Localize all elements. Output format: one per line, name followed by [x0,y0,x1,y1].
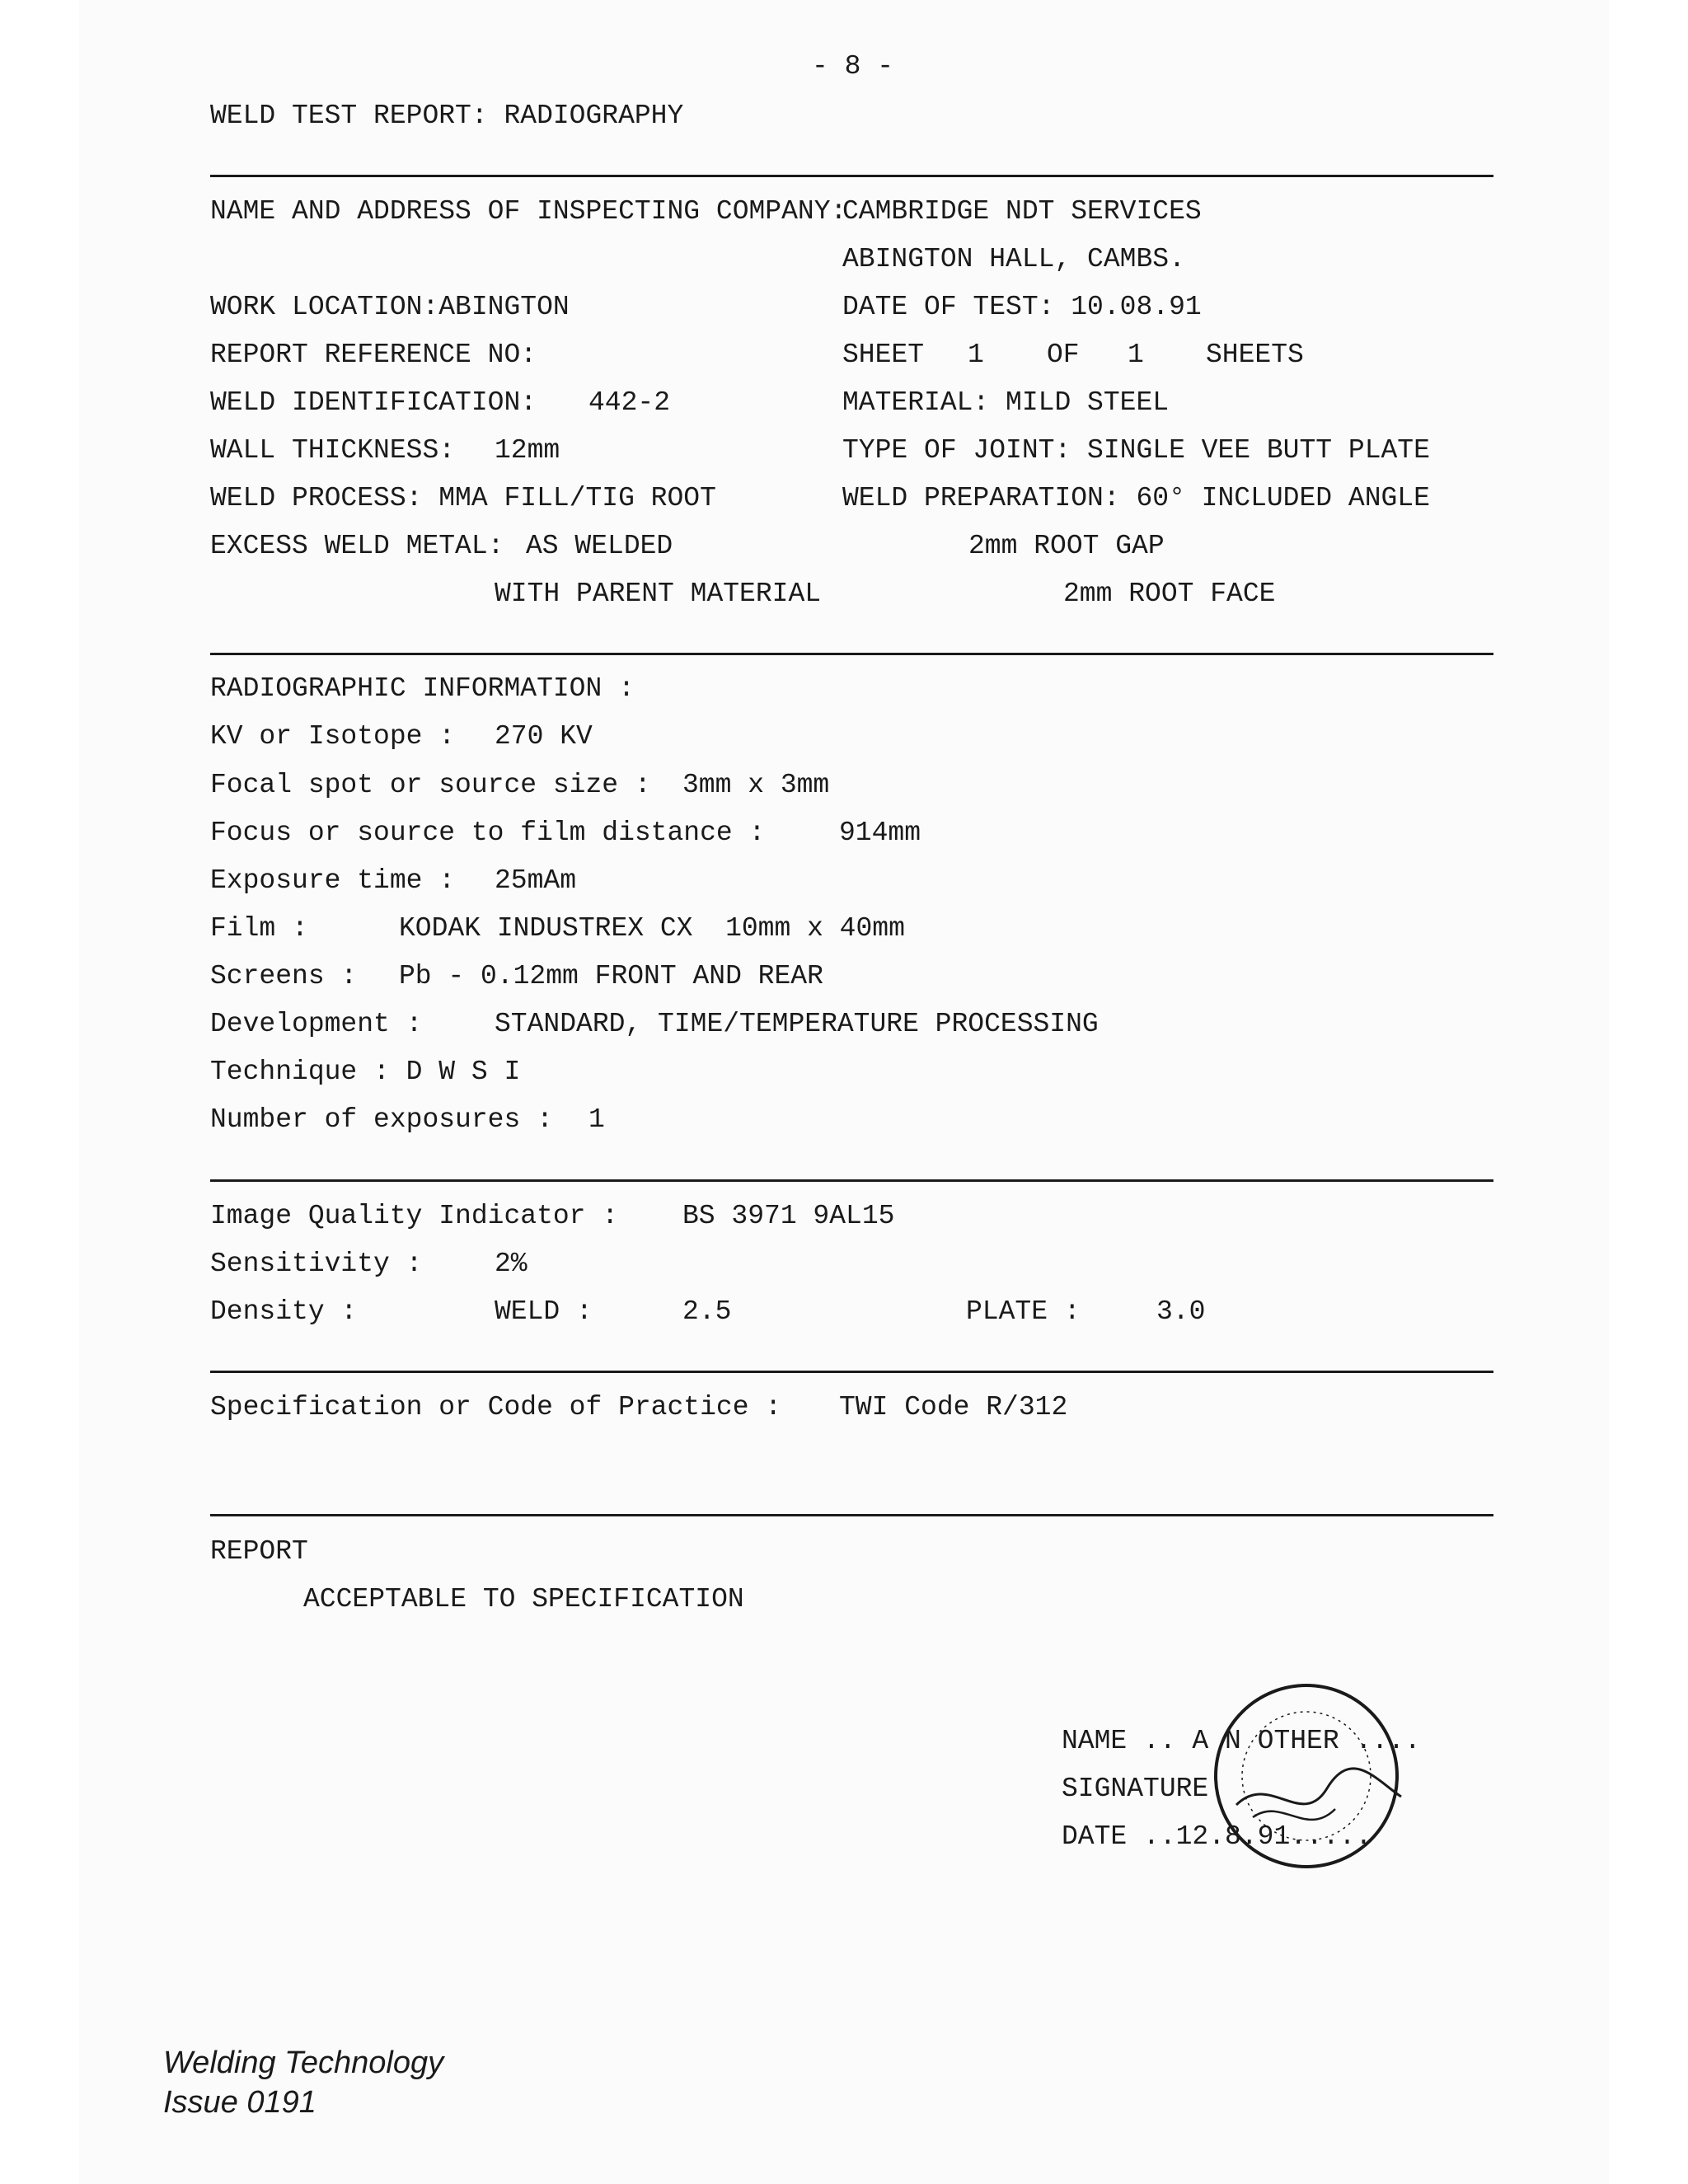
weld-density-value: 2.5 [682,1296,732,1327]
weld-density-label: WELD : [495,1296,593,1327]
sheet-number: 1 [968,340,984,370]
density-label: Density : [210,1296,358,1327]
iqi-value: BS 3971 9AL15 [682,1201,895,1231]
divider [210,1514,1493,1516]
focal-label: Focal spot or source size : [210,770,651,800]
screens-label: Screens : [210,961,358,991]
report-title: WELD TEST REPORT: RADIOGRAPHY [210,101,684,131]
development-label: Development : [210,1009,423,1039]
sheet-label: SHEET [842,340,925,370]
sheet-total: 1 [1128,340,1144,370]
sensitivity-label: Sensitivity : [210,1249,423,1279]
divider [210,653,1493,655]
iqi-label: Image Quality Indicator : [210,1201,619,1231]
footer-publication: Welding Technology [163,2046,444,2080]
screens-value: Pb - 0.12mm FRONT AND REAR [399,961,823,991]
film-label: Film : [210,913,308,944]
work-location: WORK LOCATION:ABINGTON [210,292,570,322]
excess-weld-label: EXCESS WELD METAL: [210,531,504,561]
sensitivity-value: 2% [495,1249,528,1279]
signoff-name: NAME .. A N OTHER .... [1062,1726,1421,1756]
divider [210,175,1493,177]
report-result: ACCEPTABLE TO SPECIFICATION [303,1584,744,1615]
focal-value: 3mm x 3mm [682,770,830,800]
wall-thickness-label: WALL THICKNESS: [210,435,456,466]
weld-preparation: WELD PREPARATION: 60° INCLUDED ANGLE [842,483,1430,513]
company-address: ABINGTON HALL, CAMBS. [842,244,1185,274]
wall-thickness-value: 12mm [495,435,560,466]
root-face: 2mm ROOT FACE [1063,579,1276,609]
kv-value: 270 KV [495,721,593,752]
signature-scribble [1236,1769,1401,1805]
exposure-value: 25mAm [495,865,577,896]
specification-label: Specification or Code of Practice : [210,1392,782,1422]
signature-label: SIGNATURE [1062,1774,1209,1804]
page-number: - 8 - [812,51,894,82]
plate-density-value: 3.0 [1156,1296,1206,1327]
company-label: NAME AND ADDRESS OF INSPECTING COMPANY: [210,196,847,227]
company-name: CAMBRIDGE NDT SERVICES [842,196,1202,227]
divider [210,1371,1493,1373]
num-exposures-value: 1 [588,1104,605,1135]
weld-id-label: WELD IDENTIFICATION: [210,387,537,418]
material: MATERIAL: MILD STEEL [842,387,1170,418]
exposure-label: Exposure time : [210,865,456,896]
development-value: STANDARD, TIME/TEMPERATURE PROCESSING [495,1009,1099,1039]
joint-type: TYPE OF JOINT: SINGLE VEE BUTT PLATE [842,435,1430,466]
film-value: KODAK INDUSTREX CX 10mm x 40mm [399,913,905,944]
specification-value: TWI Code R/312 [839,1392,1068,1422]
institute-stamp [1203,1673,1409,1879]
distance-value: 914mm [839,818,921,848]
footer-issue: Issue 0191 [163,2085,316,2120]
distance-label: Focus or source to film distance : [210,818,766,848]
radiographic-heading: RADIOGRAPHIC INFORMATION : [210,673,635,704]
num-exposures-label: Number of exposures : [210,1104,553,1135]
report-heading: REPORT [210,1536,308,1567]
weld-id-value: 442-2 [588,387,671,418]
report-reference: REPORT REFERENCE NO: [210,340,537,370]
sheets-unit: SHEETS [1206,340,1304,370]
divider [210,1179,1493,1182]
plate-density-label: PLATE : [966,1296,1081,1327]
excess-weld-value: AS WELDED [526,531,673,561]
signoff-date: DATE ..12.8.91..... [1062,1821,1372,1852]
kv-label: KV or Isotope : [210,721,456,752]
weld-process: WELD PROCESS: MMA FILL/TIG ROOT [210,483,716,513]
excess-weld-value-2: WITH PARENT MATERIAL [495,579,822,609]
sheet-of: OF [1047,340,1080,370]
root-gap: 2mm ROOT GAP [968,531,1165,561]
date-of-test: DATE OF TEST: 10.08.91 [842,292,1202,322]
technique: Technique : D W S I [210,1057,521,1087]
